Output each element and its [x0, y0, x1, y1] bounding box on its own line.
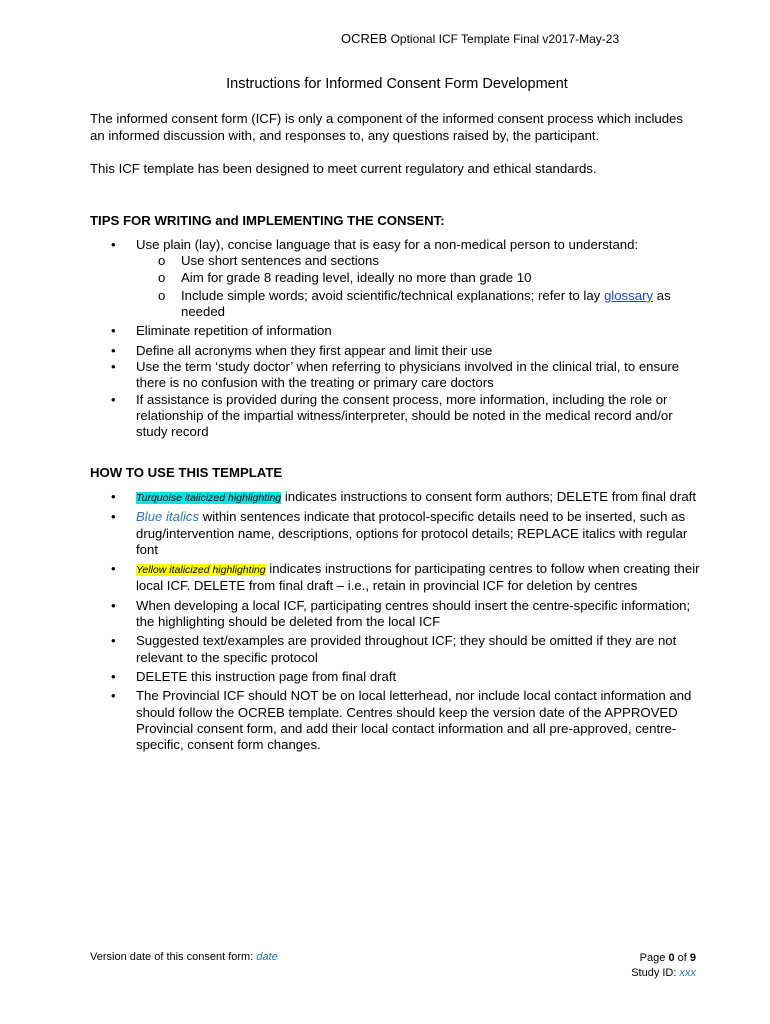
list-item: • If assistance is provided during the consent process, more information, including the role or relationship of the impartial witness/interpreter, should be noted in the medical record and/or study record — [90, 392, 702, 441]
header-org: OCREB — [341, 31, 388, 46]
version-value: date — [256, 951, 278, 963]
list-item: • Eliminate repetition of information — [90, 323, 702, 339]
list-item: • Turquoise italicized highlighting indicates instructions to consent form authors; DELETE from final draft — [90, 489, 702, 506]
sub-list-item: o Use short sentences and sections — [90, 253, 702, 269]
page-title: Instructions for Informed Consent Form Development — [226, 76, 568, 92]
sub-list-item: o Aim for grade 8 reading level, ideally no more than grade 10 — [90, 270, 702, 286]
list-item: • Yellow italicized highlighting indicates instructions for participating centres to follow when creating their local ICF. DELETE from final draft – i.e., retain in provincial ICF for deletion by centres — [90, 561, 702, 595]
glossary-link[interactable]: glossary — [603, 287, 654, 303]
list-item: • The Provincial ICF should NOT be on local letterhead, nor include local contact information and should follow the OCREB template. Centres should keep the version date of the APPROVED Provincial consent form, and add their local contact information and all pre-approved, centre-specific, consent form changes. — [90, 688, 702, 753]
list-item: • When developing a local ICF, participating centres should insert the centre-specific information; the highlighting should be deleted from the local ICF — [90, 598, 702, 631]
list-item: • Blue italics within sentences indicate that protocol-specific details need to be inserted, such as drug/intervention name, descriptions, options for protocol details; REPLACE italics with regular font — [90, 509, 702, 558]
list-item: • DELETE this instruction page from final draft — [90, 669, 702, 685]
page-number: Page 0 of 9 — [639, 952, 696, 964]
list-item: • Use plain (lay), concise language that is easy for a non-medical person to understand: — [90, 237, 702, 253]
tips-heading: TIPS FOR WRITING and IMPLEMENTING THE CONSENT: — [90, 213, 445, 228]
tips-list — [90, 237, 702, 441]
list-item: • Use the term ‘study doctor’ when referring to physicians involved in the clinical trial, to ensure there is no confusion with the treating or primary care doctors — [90, 359, 702, 392]
intro-paragraph-1: The informed consent form (ICF) is only a component of the informed consent process which includes an informed discussion with, and responses to, any questions raised by, the participant. — [90, 111, 683, 143]
blue-italic-text: Blue italics — [136, 509, 200, 525]
turquoise-highlight: Turquoise italicized highlighting — [136, 492, 282, 504]
howto-heading: HOW TO USE THIS TEMPLATE — [90, 465, 283, 480]
sub-list-item: o Include simple words; avoid scientific/technical explanations; refer to lay glossary as needed — [90, 288, 702, 321]
study-id: Study ID: xxx — [631, 966, 696, 979]
footer-page-info — [631, 951, 696, 980]
header-template-version: Optional ICF Template Final v2017-May-23 — [390, 32, 620, 46]
page-header — [341, 31, 619, 46]
footer-version — [90, 951, 278, 963]
yellow-highlight: Yellow italicized highlighting — [136, 564, 266, 577]
howto-list — [90, 489, 702, 753]
version-label: Version date of this consent form: — [90, 951, 254, 963]
list-item: • Define all acronyms when they first appear and limit their use — [90, 343, 702, 359]
list-item: • Suggested text/examples are provided throughout ICF; they should be omitted if they are not relevant to the specific protocol — [90, 633, 702, 666]
intro-paragraph-2: This ICF template has been designed to meet current regulatory and ethical standards. — [90, 161, 597, 176]
